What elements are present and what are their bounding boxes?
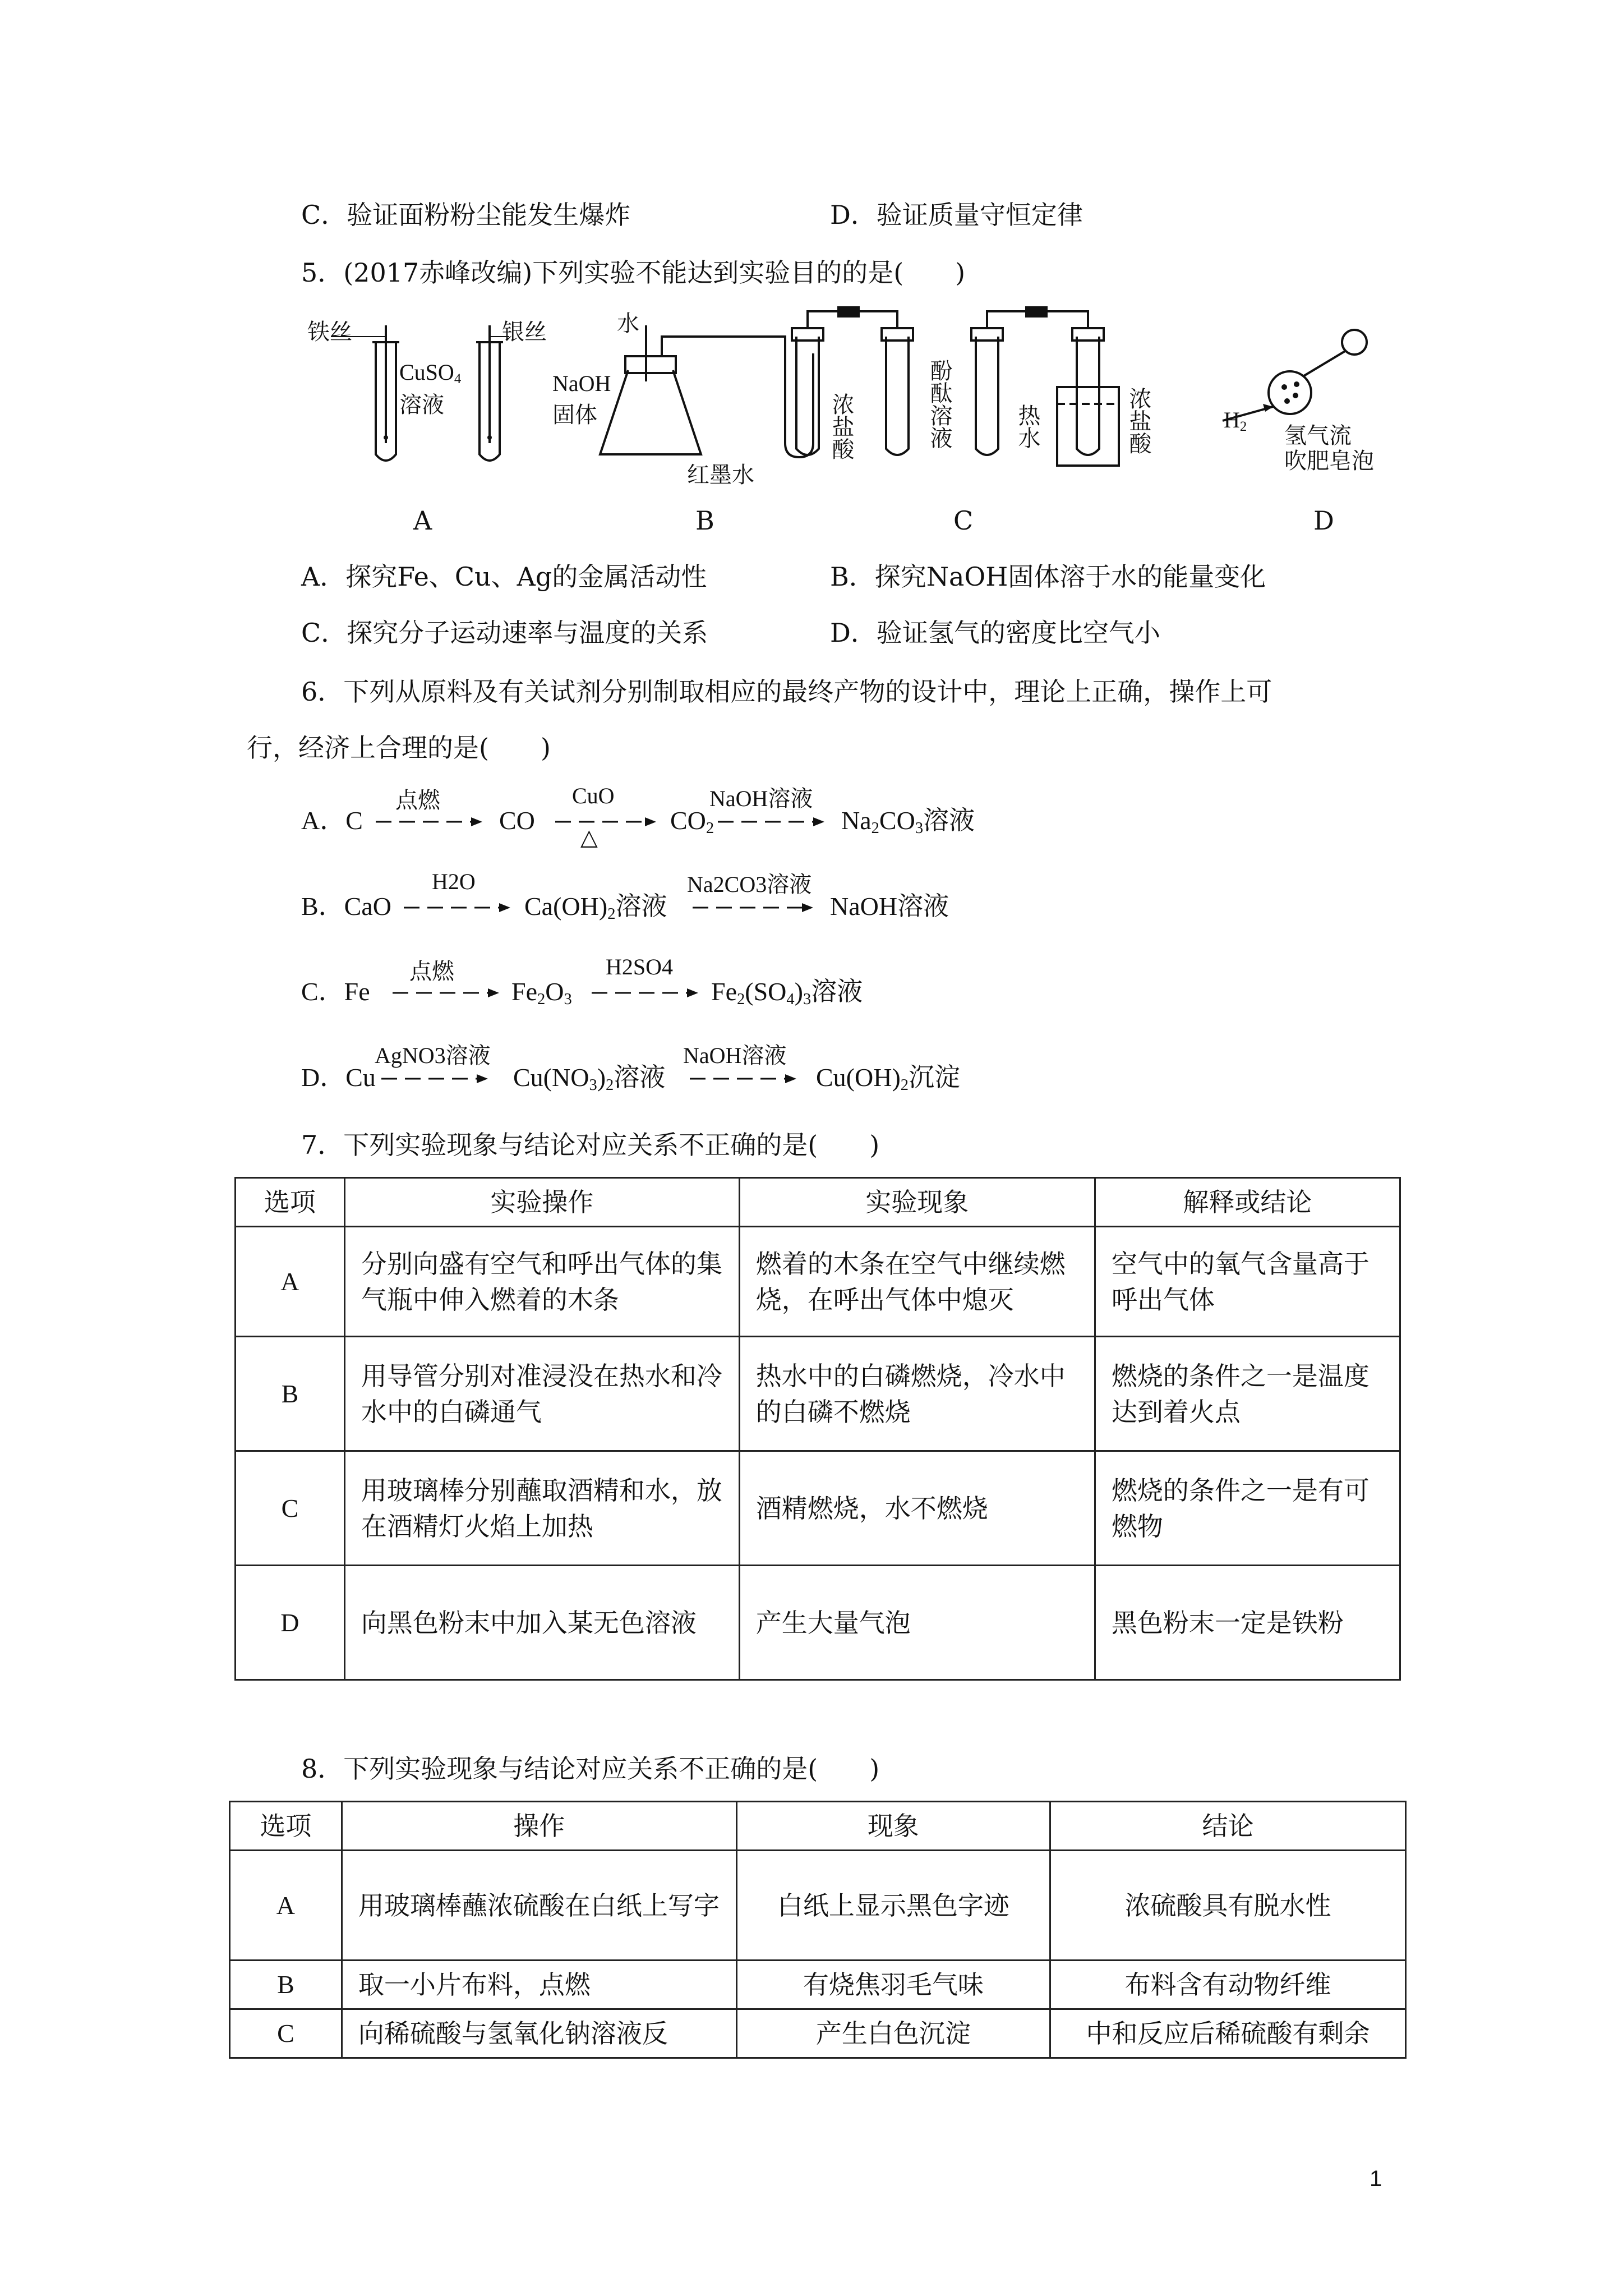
page-number: 1 (1370, 2166, 1382, 2191)
q5-option-c: C．探究分子运动速率与温度的关系 (301, 618, 708, 648)
q8-header-option: 选项 (230, 1802, 342, 1851)
q7-row-option: D (236, 1566, 345, 1680)
q8-header-phenomenon: 现象 (736, 1802, 1050, 1851)
q8-row-operation: 取一小片布料，点燃 (342, 1961, 736, 2009)
table-row (230, 1851, 1406, 1961)
q7-header-option: 选项 (236, 1178, 345, 1227)
fig-a-iron-wire-label: 铁丝 (307, 319, 352, 345)
q5-option-b: B．探究NaOH固体溶于水的能量变化 (830, 562, 1266, 592)
fig-d-h2-label: $H_2$ (1224, 407, 1247, 435)
q8-row-phenomenon: 有烧焦羽毛气味 (736, 1961, 1050, 2009)
q6-c-arrow-1 (393, 984, 499, 1001)
q6-c-start: C．Fe (301, 977, 370, 1006)
q7-table (234, 1177, 1401, 1681)
q7-header-conclusion: 解释或结论 (1095, 1178, 1400, 1227)
q7-row-operation: 用导管分别对准浸没在热水和冷水中的白磷通气 (344, 1337, 739, 1451)
q6-c-product: $Fe_2(SO_4)_3$溶液 (711, 977, 863, 1009)
table-row (236, 1566, 1400, 1680)
q7-row-option: B (236, 1337, 345, 1451)
q6-d-product: $Cu(OH)_2$沉淀 (816, 1063, 961, 1094)
q7-row-conclusion: 空气中的氧气含量高于呼出气体 (1095, 1227, 1400, 1337)
fig-b-ink-label: 红墨水 (687, 462, 754, 488)
q4-option-d: D．验证质量守恒定律 (830, 200, 1083, 230)
q6-a-heat: △ (580, 825, 598, 850)
q8-header-operation: 操作 (342, 1802, 736, 1851)
q6-b-product: NaOH溶液 (830, 892, 949, 921)
fig-d-caption-2: 吹肥皂泡 (1284, 448, 1374, 474)
fig-a-solution-label: 溶液 (399, 392, 444, 418)
q6-stem-line-1: 6．下列从原料及有关试剂分别制取相应的最终产物的设计中，理论上正确，操作上可 (301, 677, 1272, 707)
q6-a-reagent-2: CuO (572, 783, 615, 808)
q6-c-arrow-2 (592, 984, 698, 1001)
q8-row-option: A (230, 1851, 342, 1961)
q7-stem: 7．下列实验现象与结论对应关系不正确的是( ) (301, 1130, 880, 1160)
q5-option-d: D．验证氢气的密度比空气小 (830, 618, 1160, 648)
fig-c-phenolphthalein: 酚酞溶液 (926, 359, 952, 449)
q6-c-intermediate: $Fe_2O_3$ (511, 977, 572, 1009)
q6-c-reagent-2: H2SO4 (606, 954, 674, 979)
q6-a-co: CO (499, 806, 535, 835)
fig-d-caption: D (1313, 505, 1334, 536)
table-row (236, 1451, 1400, 1566)
q6-d-reagent-1: AgNO3溶液 (375, 1043, 491, 1068)
q5-option-a: A．探究Fe、Cu、Ag的金属活动性 (301, 562, 707, 592)
table-row (230, 1961, 1406, 2009)
q4-option-c: C．验证面粉粉尘能发生爆炸 (301, 200, 631, 230)
q7-row-phenomenon: 燃着的木条在空气中继续燃烧，在呼出气体中熄灭 (739, 1227, 1095, 1337)
q6-a-arrow-2 (555, 813, 656, 830)
q6-b-start: B．CaO (301, 892, 391, 921)
fig-b-naoh-label: NaOH (552, 371, 611, 396)
q8-table (229, 1801, 1407, 2059)
fig-c-conc-hcl-1: 浓盐酸 (828, 393, 854, 460)
fig-c-caption: C (953, 505, 974, 536)
q6-b-arrow-2 (693, 899, 813, 916)
table-row (236, 1337, 1400, 1451)
q6-a-arrow-1 (376, 813, 482, 830)
table-row (230, 2009, 1406, 2058)
q7-header-operation: 实验操作 (344, 1178, 739, 1227)
fig-b-caption: B (695, 505, 714, 536)
q8-row-phenomenon: 白纸上显示黑色字迹 (736, 1851, 1050, 1961)
q6-d-arrow-2 (690, 1070, 796, 1087)
q6-a-product: $Na_2CO_3$溶液 (841, 806, 975, 838)
q7-row-phenomenon: 产生大量气泡 (739, 1566, 1095, 1680)
q6-d-intermediate: $Cu(NO_3)_2$溶液 (513, 1063, 666, 1094)
q7-row-option: A (236, 1227, 345, 1337)
q7-row-phenomenon: 酒精燃烧，水不燃烧 (739, 1451, 1095, 1566)
q5-apparatus-figure (303, 303, 1424, 488)
q6-a-co2: $CO_2$ (670, 806, 714, 838)
q6-d-arrow-1 (381, 1070, 488, 1087)
q8-row-phenomenon: 产生白色沉淀 (736, 2009, 1050, 2058)
q7-header-row (236, 1178, 1400, 1227)
q7-row-operation: 用玻璃棒分别蘸取酒精和水，放在酒精灯火焰上加热 (344, 1451, 739, 1566)
q7-row-conclusion: 燃烧的条件之一是有可燃物 (1095, 1451, 1400, 1566)
q6-c-reagent-1: 点燃 (409, 959, 454, 984)
q7-row-phenomenon: 热水中的白磷燃烧，冷水中的白磷不燃烧 (739, 1337, 1095, 1451)
fig-c-hot-water: 热水 (1015, 404, 1040, 449)
q8-row-option: C (230, 2009, 342, 2058)
q6-a-arrow-3 (718, 813, 824, 830)
q6-a-reagent-1: 点燃 (395, 788, 440, 813)
q8-row-conclusion: 布料含有动物纤维 (1050, 1961, 1405, 2009)
q7-header-phenomenon: 实验现象 (739, 1178, 1095, 1227)
fig-a-caption: A (413, 505, 432, 536)
q6-d-reagent-2: NaOH溶液 (683, 1043, 787, 1068)
q6-b-intermediate: $Ca(OH)_2$溶液 (524, 892, 667, 923)
q6-b-arrow-1 (404, 899, 510, 916)
q6-stem-line-2: 行，经济上合理的是( ) (247, 733, 551, 763)
fig-a-cuso4-label: CuSO$_4$ (399, 360, 462, 387)
q8-header-conclusion: 结论 (1050, 1802, 1405, 1851)
fig-b-solid-label: 固体 (552, 402, 597, 428)
q5-stem: 5．(2017赤峰改编)下列实验不能达到实验目的的是( ) (301, 257, 966, 288)
q7-row-operation: 向黑色粉末中加入某无色溶液 (344, 1566, 739, 1680)
q8-header-row (230, 1802, 1406, 1851)
q8-row-conclusion: 浓硫酸具有脱水性 (1050, 1851, 1405, 1961)
q8-row-conclusion: 中和反应后稀硫酸有剩余 (1050, 2009, 1405, 2058)
q6-a-reagent-3: NaOH溶液 (709, 786, 813, 811)
q6-a-start: A．C (301, 806, 363, 835)
q8-row-option: B (230, 1961, 342, 2009)
q8-row-operation: 向稀硫酸与氢氧化钠溶液反 (342, 2009, 736, 2058)
q7-row-option: C (236, 1451, 345, 1566)
q7-row-conclusion: 黑色粉末一定是铁粉 (1095, 1566, 1400, 1680)
fig-d-caption-1: 氢气流 (1284, 423, 1352, 449)
q6-b-reagent-2: Na2CO3溶液 (687, 872, 812, 897)
q6-d-start: D．Cu (301, 1063, 376, 1092)
q8-stem: 8．下列实验现象与结论对应关系不正确的是( ) (301, 1754, 880, 1784)
table-row (236, 1227, 1400, 1337)
q7-row-conclusion: 燃烧的条件之一是温度达到着火点 (1095, 1337, 1400, 1451)
q6-b-reagent-1: H2O (432, 869, 476, 894)
q7-row-operation: 分别向盛有空气和呼出气体的集气瓶中伸入燃着的木条 (344, 1227, 739, 1337)
q8-row-operation: 用玻璃棒蘸浓硫酸在白纸上写字 (342, 1851, 736, 1961)
fig-b-water-label: 水 (617, 311, 639, 337)
fig-a-silver-wire-label: 银丝 (502, 319, 547, 345)
fig-c-conc-hcl-2: 浓盐酸 (1126, 387, 1151, 454)
